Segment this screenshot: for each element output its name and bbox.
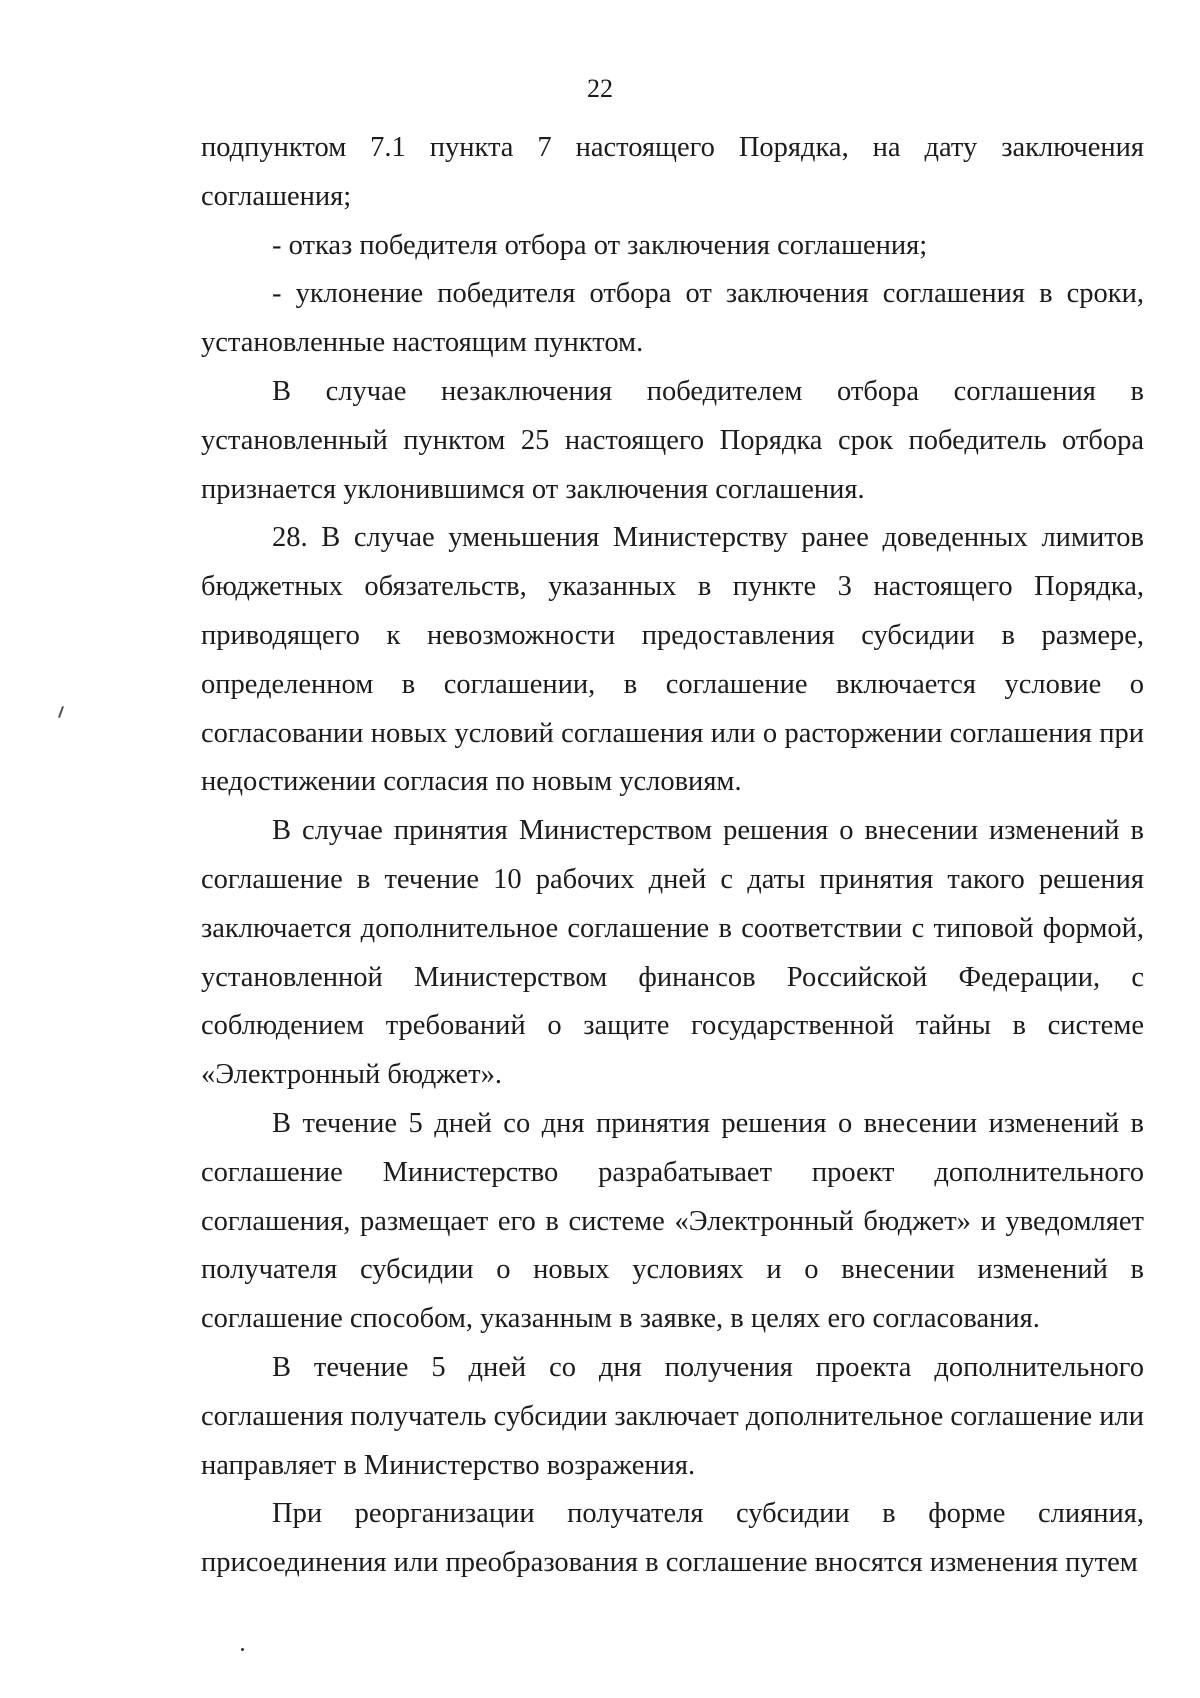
scan-dot-mark xyxy=(241,1648,244,1651)
paragraph-section-28: 28. В случае уменьшения Министерству ранее доведенных лимитов бюджетных обязательств, указанных в пункте 3 настоящего Порядка, приводящего к невозможности предоставления субсидии в размере, определенном в соглашении, в соглашение включается условие о согласовании новых условий соглашения или о расторжении соглашения при недостижении согласия по новым условиям. xyxy=(201,522,1144,798)
paragraph-list-item-evasion: - уклонение победителя отбора от заключения соглашения в сроки, установленные настоящим пунктом. xyxy=(201,278,1144,359)
paragraph-changes-decision: В случае принятия Министерством решения о внесении изменений в соглашение в течение 10 рабочих дней с даты принятия такого решения заключается дополнительное соглашение в соответствии с типовой формой, установленной Министерством финансов Российской Федерации, с соблюдением требований о защите государственной тайны в системе «Электронный бюджет». xyxy=(201,815,1144,1091)
paragraph-non-conclusion: В случае незаключения победителем отбора соглашения в установленный пунктом 25 настоящего Порядка срок победитель отбора признается уклонившимся от заключения соглашения. xyxy=(201,375,1144,505)
paragraph-five-days-draft: В течение 5 дней со дня принятия решения о внесении изменений в соглашение Министерство разрабатывает проект дополнительного соглашения, размещает его в системе «Электронный бюджет» и уведомляет получателя субсидии о новых условиях и о внесении изменений в соглашение способом, указанным в заявке, в целях его согласования. xyxy=(201,1107,1144,1335)
document-body xyxy=(201,124,1144,1588)
paragraph-five-days-receipt: В течение 5 дней со дня получения проекта дополнительного соглашения получатель субсидии заключает дополнительное соглашение или направляет в Министерство возражения. xyxy=(201,1351,1144,1481)
paragraph-continuation: подпунктом 7.1 пункта 7 настоящего Порядка, на дату заключения соглашения; xyxy=(201,132,1144,212)
margin-pen-mark xyxy=(58,706,64,718)
page-number: 22 xyxy=(587,74,613,103)
paragraph-list-item-refusal: - отказ победителя отбора от заключения соглашения; xyxy=(272,229,928,261)
paragraph-reorganization: При реорганизации получателя субсидии в форме слияния, присоединения или преобразования в соглашение вносятся изменения путем xyxy=(201,1498,1144,1579)
